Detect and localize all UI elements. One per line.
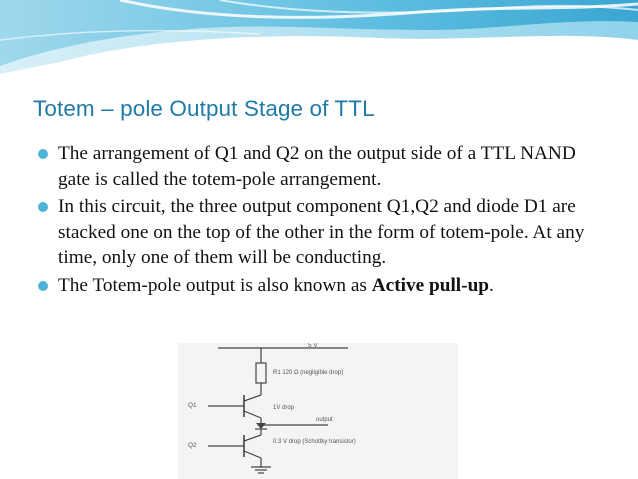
bullet-bold-text: Active pull-up: [371, 274, 490, 296]
bullet-item: [36, 141, 606, 192]
bullet-text: The Totem-pole output is also known as: [58, 274, 372, 296]
wire: [244, 411, 261, 418]
bullet-text-end: .: [489, 274, 494, 296]
bullet-text: In this circuit, the three output component Q1,Q2 and diode D1 are stacked one on the top of the other in the form of totem-pole. At any time, only one of them will be conducting.: [58, 196, 585, 268]
wire: [244, 395, 261, 401]
output-label: output: [316, 417, 333, 423]
bullet-text: The arrangement of Q1 and Q2 on the output side of a TTL NAND gate is called the totem-pole arrangement.: [58, 143, 576, 190]
bullet-icon: [38, 281, 48, 291]
q2-drop-label: 0.3 V drop (Schottky transistor): [273, 439, 356, 445]
q1-label: Q1: [188, 402, 197, 409]
bullet-list: [36, 141, 606, 300]
r1-label: R1 120 Ω (negligible drop): [273, 370, 344, 376]
totem-pole-circuit-diagram: [178, 343, 458, 479]
q2-label: Q2: [188, 442, 197, 449]
wire: [244, 451, 261, 458]
q1-drop-label: 1V drop: [273, 405, 295, 411]
supply-label: 5 V: [308, 343, 318, 349]
wire: [244, 435, 261, 441]
header-wave-decoration: [0, 0, 638, 80]
slide-title: Totem – pole Output Stage of TTL: [33, 96, 375, 121]
bullet-icon: [38, 149, 48, 159]
bullet-icon: [38, 202, 48, 212]
diode-d1: [256, 423, 266, 429]
bullet-item: [36, 194, 606, 271]
bullet-item: [36, 273, 606, 299]
resistor-r1: [256, 363, 266, 383]
